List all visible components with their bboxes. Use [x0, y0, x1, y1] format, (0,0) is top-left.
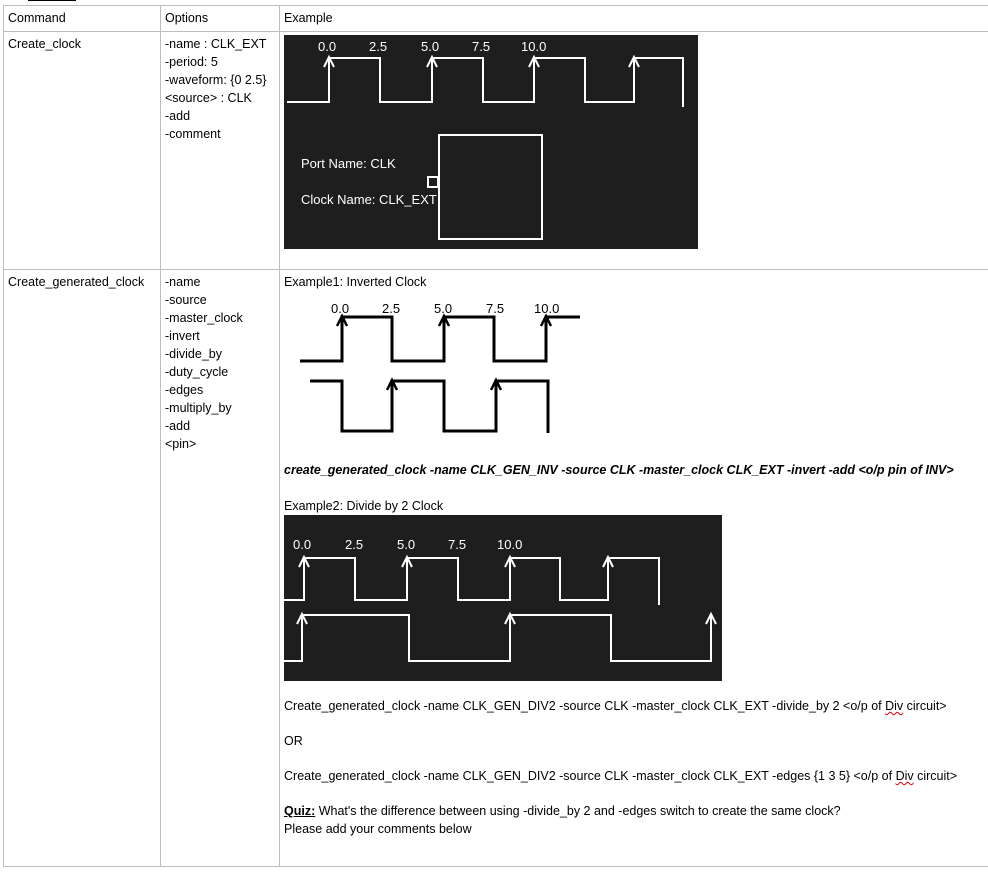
option: -master_clock — [165, 311, 243, 325]
option: -source — [165, 293, 207, 307]
option: -name : CLK_EXT — [165, 37, 267, 51]
tick-label: 10.0 — [521, 39, 547, 54]
create-clock-command: Create_clock — [4, 32, 161, 270]
divide-by-command-text: Create_generated_clock -name CLK_GEN_DIV2 -source CLK -master_clock CLK_EXT -divide_by 2 <o/p of — [284, 699, 886, 713]
top-rule — [28, 0, 76, 1]
option: -invert — [165, 329, 200, 343]
create-clock-row — [4, 32, 988, 270]
spell-flag-div: Div — [895, 769, 914, 783]
option: -edges — [165, 383, 204, 397]
option: -add — [165, 419, 191, 433]
port-name-label: Port Name: CLK — [301, 156, 396, 171]
create-clock-example — [280, 32, 988, 270]
divide-by-2-diagram — [284, 515, 722, 681]
comments-prompt: Please add your comments below — [284, 822, 472, 836]
quiz-label: Quiz: — [284, 804, 316, 818]
tick-label: 2.5 — [345, 537, 364, 552]
tick-label: 7.5 — [448, 537, 467, 552]
header-options: Options — [161, 6, 280, 32]
tick-label: 2.5 — [369, 39, 388, 54]
option: -waveform: {0 2.5} — [165, 73, 267, 87]
option: <source> : CLK — [165, 91, 252, 105]
generated-clock-example — [280, 270, 988, 867]
divide-by-command — [284, 697, 984, 715]
header-example: Example — [280, 6, 988, 32]
divided-clock-waveform — [284, 615, 711, 661]
option: -comment — [165, 127, 221, 141]
inverted-clock-command: create_generated_clock -name CLK_GEN_INV -source CLK -master_clock CLK_EXT -invert -add <o/p pin of INV> — [284, 463, 954, 477]
create-clock-options — [161, 32, 280, 270]
clock-commands-table — [3, 5, 988, 867]
example2-title: Example2: Divide by 2 Clock — [284, 499, 444, 513]
tick-label: 0.0 — [293, 537, 312, 552]
tick-label: 0.0 — [318, 39, 337, 54]
header-command: Command — [4, 6, 161, 32]
tick-label: 2.5 — [382, 301, 401, 316]
edges-command-text: Create_generated_clock -name CLK_GEN_DIV2 -source CLK -master_clock CLK_EXT -edges {1 3 5} <o/p of — [284, 769, 896, 783]
generated-clock-options — [161, 270, 280, 867]
option: -duty_cycle — [165, 365, 229, 379]
spell-flag-div: Div — [885, 699, 904, 713]
create-generated-clock-row — [4, 270, 988, 867]
design-block — [439, 135, 542, 239]
quiz-question — [284, 802, 984, 820]
clock-waveform-diagram — [284, 35, 698, 249]
tick-label: 0.0 — [331, 301, 350, 316]
tick-label: 7.5 — [472, 39, 491, 54]
option: <pin> — [165, 437, 197, 451]
option: -multiply_by — [165, 401, 232, 415]
clock-port — [428, 177, 438, 187]
tick-label: 5.0 — [397, 537, 416, 552]
clock-name-label: Clock Name: CLK_EXT — [301, 192, 437, 207]
master-clock-waveform — [284, 558, 659, 605]
tick-label: 5.0 — [421, 39, 440, 54]
divide-by-command-end: circuit> — [903, 699, 947, 713]
tick-label: 5.0 — [434, 301, 453, 316]
option: -divide_by — [165, 347, 222, 361]
option: -name — [165, 275, 201, 289]
header-row — [4, 6, 988, 32]
tick-label: 7.5 — [486, 301, 505, 316]
quiz-text: What's the difference between using -divide_by 2 and -edges switch to create the same clock? — [315, 804, 841, 818]
inverted-clock-waveform — [310, 381, 548, 433]
clock-waveform — [287, 58, 683, 107]
option: -period: 5 — [165, 55, 218, 69]
example1-title: Example1: Inverted Clock — [284, 275, 427, 289]
inverted-clock-diagram — [284, 299, 584, 449]
option: -add — [165, 109, 191, 123]
generated-clock-command: Create_generated_clock — [4, 270, 161, 867]
edges-command — [284, 767, 984, 785]
tick-label: 10.0 — [497, 537, 523, 552]
edges-command-end: circuit> — [913, 769, 958, 783]
tick-label: 10.0 — [534, 301, 560, 316]
or-separator: OR — [284, 734, 303, 748]
